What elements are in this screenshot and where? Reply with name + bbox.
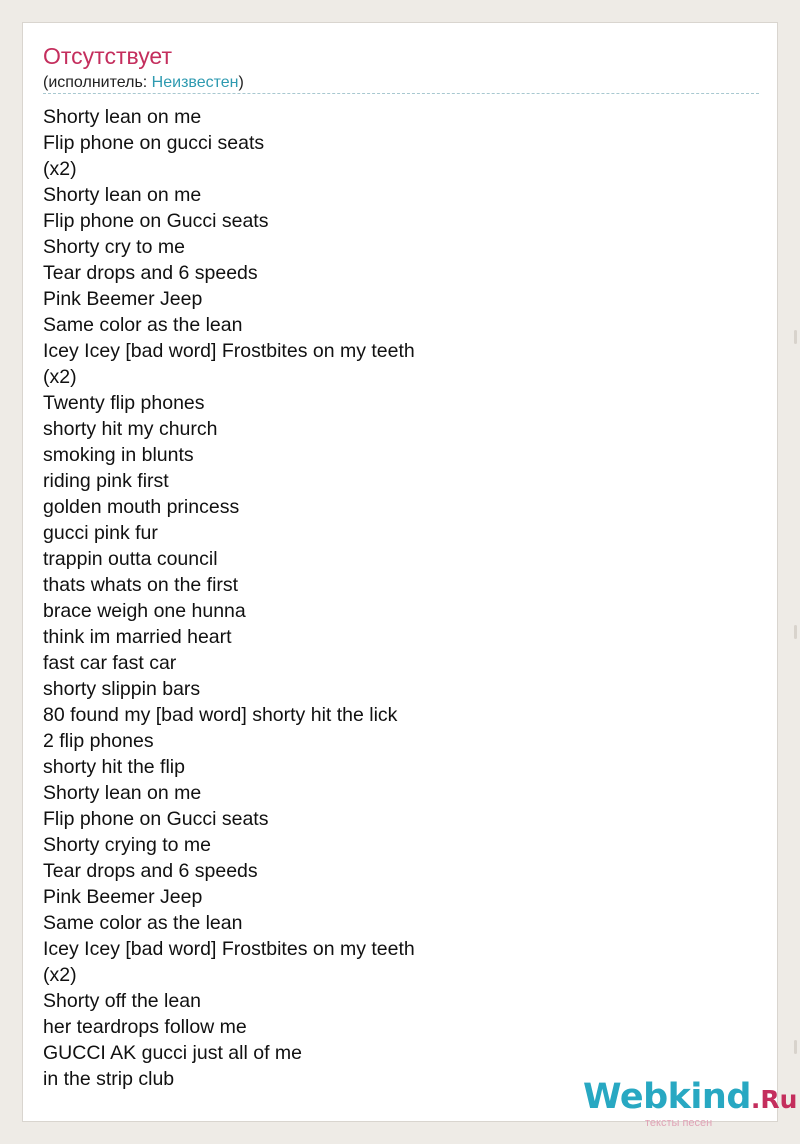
lyric-line: Shorty crying to me: [43, 834, 211, 856]
page-edge-mark: [794, 625, 797, 639]
lyric-line: Icey Icey [bad word] Frostbites on my teeth: [43, 938, 415, 960]
lyrics-card: [22, 22, 798, 1129]
logo-tld: .Ru: [750, 1085, 798, 1114]
page-edge-mark: [794, 330, 797, 344]
lyric-line: thats whats on the first: [43, 574, 239, 596]
lyrics-text: [43, 104, 415, 1092]
lyric-line: Shorty lean on me: [43, 106, 202, 128]
lyric-line: fast car fast car: [43, 652, 177, 674]
lyric-line: (x2): [43, 366, 77, 388]
lyric-line: in the strip club: [43, 1068, 175, 1090]
lyric-line: Tear drops and 6 speeds: [43, 860, 258, 882]
lyric-line: smoking in blunts: [43, 444, 194, 466]
lyric-line: (x2): [43, 158, 77, 180]
title-divider: [43, 93, 759, 94]
logo-name: Webkind: [583, 1077, 751, 1117]
lyric-line: shorty hit my church: [43, 418, 218, 440]
lyric-line: think im married heart: [43, 626, 232, 648]
lyric-line: Shorty lean on me: [43, 782, 202, 804]
lyric-line: Tear drops and 6 speeds: [43, 262, 258, 284]
lyric-line: brace weigh one hunna: [43, 600, 246, 622]
lyric-line: Shorty lean on me: [43, 184, 202, 206]
artist-line: [43, 74, 244, 92]
lyric-line: Flip phone on Gucci seats: [43, 808, 269, 830]
song-title: Отсутствует: [43, 43, 172, 69]
lyric-line: her teardrops follow me: [43, 1016, 247, 1038]
lyric-line: (x2): [43, 964, 77, 986]
lyric-line: 80 found my [bad word] shorty hit the lick: [43, 704, 398, 726]
lyric-line: Flip phone on Gucci seats: [43, 210, 269, 232]
artist-prefix: (исполнитель:: [43, 74, 152, 91]
lyric-line: Twenty flip phones: [43, 392, 205, 414]
lyric-line: Flip phone on gucci seats: [43, 132, 265, 154]
lyric-line: riding pink first: [43, 470, 169, 492]
artist-link[interactable]: Неизвестен: [151, 74, 239, 91]
webkind-logo[interactable]: [583, 1077, 797, 1120]
lyric-line: 2 flip phones: [43, 730, 154, 752]
lyric-line: golden mouth princess: [43, 496, 240, 518]
lyric-line: Icey Icey [bad word] Frostbites on my teeth: [43, 340, 415, 362]
lyric-line: Shorty off the lean: [43, 990, 201, 1012]
lyric-line: Pink Beemer Jeep: [43, 288, 203, 310]
artist-suffix: ): [238, 74, 244, 91]
lyric-line: GUCCI AK gucci just all of me: [43, 1042, 303, 1064]
lyric-line: Shorty cry to me: [43, 236, 185, 258]
lyric-line: trappin outta council: [43, 548, 218, 570]
lyric-line: Same color as the lean: [43, 314, 243, 336]
lyric-line: shorty hit the flip: [43, 756, 185, 778]
lyric-line: Same color as the lean: [43, 912, 243, 934]
page-edge-mark: [794, 1040, 797, 1054]
logo-tagline: тексты песен: [645, 1117, 713, 1129]
lyric-line: shorty slippin bars: [43, 678, 201, 700]
lyric-line: Pink Beemer Jeep: [43, 886, 203, 908]
lyric-line: gucci pink fur: [43, 522, 158, 544]
